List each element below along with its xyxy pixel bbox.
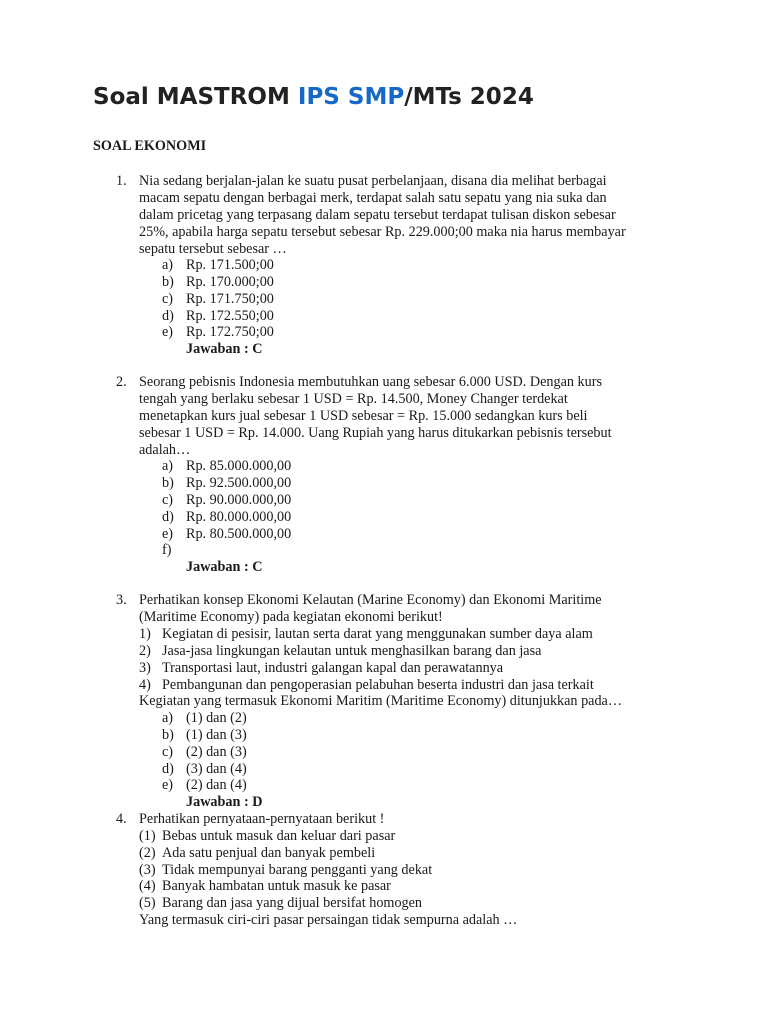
question-prompt: Kegiatan yang termasuk Ekonomi Maritim (Maritime Economy) ditunjukkan pada…: [139, 693, 623, 709]
statement-text: Pembangunan dan pengoperasian pelabuhan beserta industri dan jasa terkait: [162, 677, 594, 693]
question-number: 3.: [116, 592, 127, 608]
answer-key: Jawaban : C: [186, 341, 263, 357]
option-letter: b): [162, 475, 174, 491]
statement-number: 2): [139, 643, 151, 659]
question-text-line: menetapkan kurs jual sebesar 1 USD sebesar = Rp. 15.000 sedangkan kurs beli: [139, 408, 588, 424]
question-number: 1.: [116, 173, 127, 189]
question-text-line: sepatu tersebut sebesar …: [139, 241, 287, 257]
question-text-line: sebesar 1 USD = Rp. 14.000. Uang Rupiah yang harus ditukarkan pebisnis tersebut: [139, 425, 612, 441]
option-text: (2) dan (4): [186, 777, 247, 793]
answer-key: Jawaban : D: [186, 794, 263, 810]
title-part-2: /MTs 2024: [404, 84, 534, 110]
section-heading: SOAL EKONOMI: [93, 138, 207, 154]
statement-text: Jasa-jasa lingkungan kelautan untuk menghasilkan barang dan jasa: [162, 643, 542, 659]
option-letter: d): [162, 308, 174, 324]
option-text: Rp. 171.500;00: [186, 257, 274, 273]
statement-text: Barang dan jasa yang dijual bersifat homogen: [162, 895, 423, 911]
question-text-line: adalah…: [139, 442, 191, 458]
question-number: 2.: [116, 374, 127, 390]
statement-number: (1): [139, 828, 156, 844]
option-letter: a): [162, 710, 174, 726]
option-text: Rp. 171.750;00: [186, 291, 274, 307]
question-text-line: 25%, apabila harga sepatu tersebut sebesar Rp. 229.000;00 maka nia harus membayar: [139, 224, 626, 240]
answer-key: Jawaban : C: [186, 559, 263, 575]
option-text: (1) dan (3): [186, 727, 247, 743]
option-text: Rp. 85.000.000,00: [186, 458, 292, 474]
question-text-line: macam sepatu dengan berbagai merk, terdapat salah satu sepatu yang nia suka dan: [139, 190, 607, 206]
question-prompt: Yang termasuk ciri-ciri pasar persaingan tidak sempurna adalah …: [139, 912, 518, 928]
option-letter: e): [162, 777, 174, 793]
option-letter: d): [162, 509, 174, 525]
option-letter: f): [162, 542, 172, 558]
option-text: (2) dan (3): [186, 744, 247, 760]
question-text-line: tengah yang berlaku sebesar 1 USD = Rp. 14.500, Money Changer terdekat: [139, 391, 568, 407]
title-highlight: IPS SMP: [297, 84, 405, 110]
question-text-line: dalam pricetag yang terpasang dalam sepatu tersebut terdapat tulisan diskon sebesar: [139, 207, 616, 223]
option-text: Rp. 172.550;00: [186, 308, 274, 324]
option-letter: b): [162, 727, 174, 743]
statement-number: 4): [139, 677, 151, 693]
statement-number: 1): [139, 626, 151, 642]
question-text-line: (Maritime Economy) pada kegiatan ekonomi berikut!: [139, 609, 443, 625]
option-text: Rp. 90.000.000,00: [186, 492, 292, 508]
statement-text: Bebas untuk masuk dan keluar dari pasar: [162, 828, 396, 844]
option-letter: d): [162, 761, 174, 777]
option-letter: c): [162, 744, 174, 760]
option-text: (3) dan (4): [186, 761, 247, 777]
statement-number: (3): [139, 862, 156, 878]
option-text: Rp. 172.750;00: [186, 324, 274, 340]
statement-text: Ada satu penjual dan banyak pembeli: [162, 845, 376, 861]
question-text-line: Seorang pebisnis Indonesia membutuhkan uang sebesar 6.000 USD. Dengan kurs: [139, 374, 602, 390]
option-text: Rp. 92.500.000,00: [186, 475, 292, 491]
question-text-line: Perhatikan konsep Ekonomi Kelautan (Marine Economy) dan Ekonomi Maritime: [139, 592, 602, 608]
option-letter: c): [162, 492, 174, 508]
statement-number: (4): [139, 878, 156, 894]
statement-number: (5): [139, 895, 156, 911]
option-letter: a): [162, 458, 174, 474]
page-title: [93, 84, 534, 110]
statement-number: (2): [139, 845, 156, 861]
option-letter: b): [162, 274, 174, 290]
option-text: Rp. 80.500.000,00: [186, 526, 292, 542]
option-text: (1) dan (2): [186, 710, 247, 726]
option-letter: a): [162, 257, 174, 273]
option-text: Rp. 80.000.000,00: [186, 509, 292, 525]
statement-text: Transportasi laut, industri galangan kapal dan perawatannya: [162, 660, 504, 676]
question-text-line: Perhatikan pernyataan-pernyataan berikut !: [139, 811, 385, 827]
question-number: 4.: [116, 811, 127, 827]
statement-number: 3): [139, 660, 151, 676]
option-letter: e): [162, 324, 174, 340]
option-letter: e): [162, 526, 174, 542]
statement-text: Tidak mempunyai barang pengganti yang dekat: [162, 862, 433, 878]
title-part-1: Soal MASTROM: [93, 84, 298, 110]
option-text: Rp. 170.000;00: [186, 274, 274, 290]
question-text-line: Nia sedang berjalan-jalan ke suatu pusat perbelanjaan, disana dia melihat berbagai: [139, 173, 607, 189]
statement-text: Kegiatan di pesisir, lautan serta darat yang menggunakan sumber daya alam: [162, 626, 593, 642]
statement-text: Banyak hambatan untuk masuk ke pasar: [162, 878, 391, 894]
option-letter: c): [162, 291, 174, 307]
